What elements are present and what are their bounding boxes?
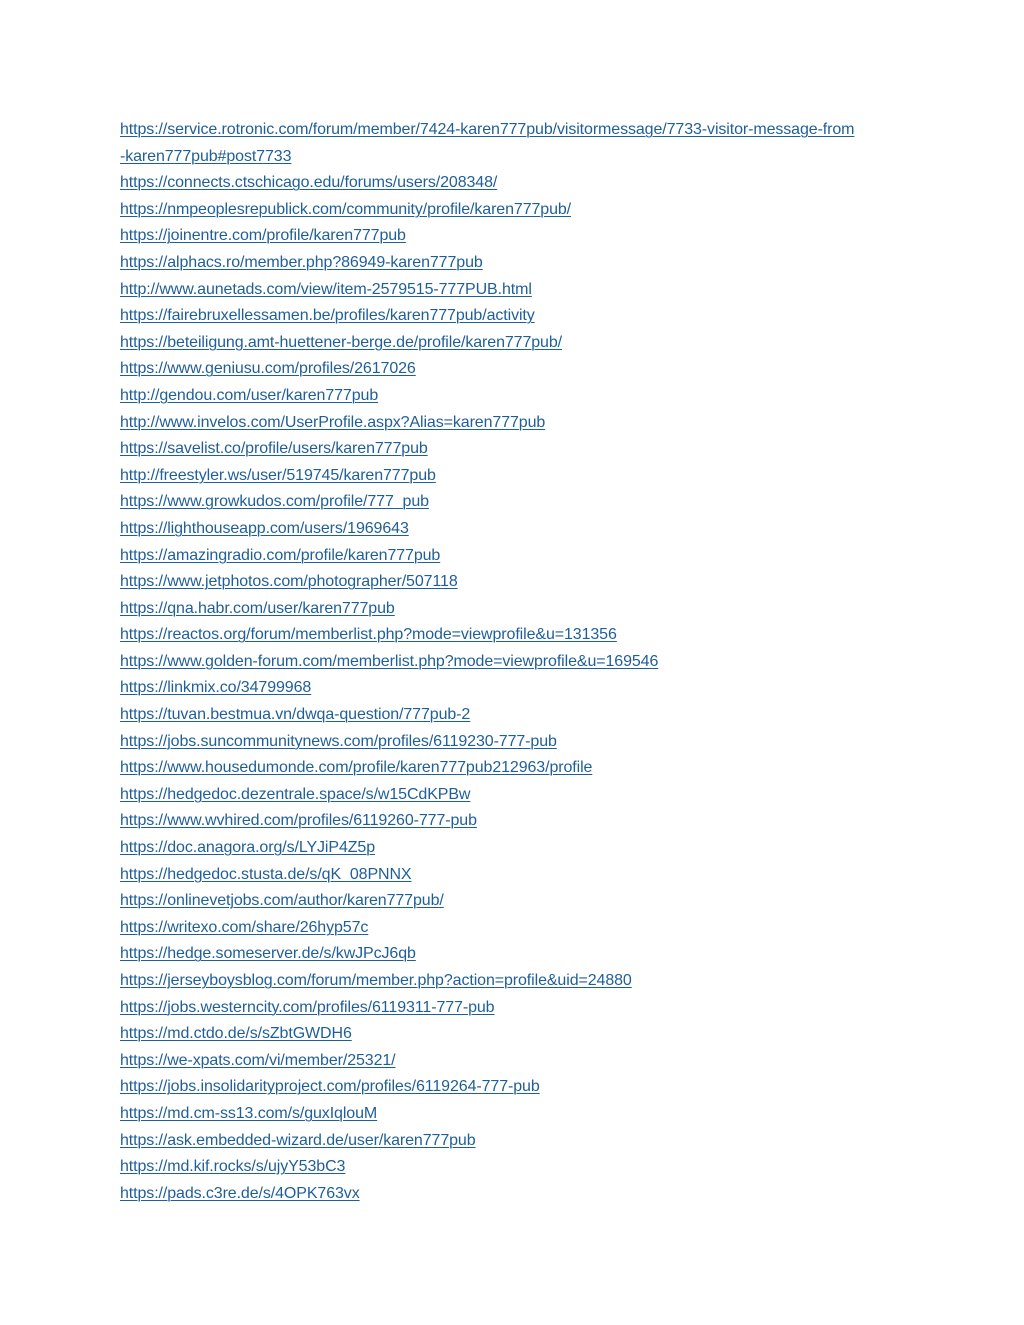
- link-item[interactable]: https://writexo.com/share/26hyp57c: [120, 918, 369, 936]
- link-item[interactable]: https://joinentre.com/profile/karen777pub: [120, 227, 406, 245]
- link-item[interactable]: https://md.kif.rocks/s/ujyY53bC3: [120, 1158, 346, 1176]
- link-item[interactable]: https://www.wvhired.com/profiles/6119260-777-pub: [120, 812, 477, 830]
- link-item[interactable]: https://beteiligung.amt-huettener-berge.de/profile/karen777pub/: [120, 333, 562, 351]
- link-item[interactable]: https://amazingradio.com/profile/karen777pub: [120, 546, 441, 564]
- link-item[interactable]: https://jobs.westerncity.com/profiles/6119311-777-pub: [120, 998, 495, 1016]
- link-item[interactable]: https://www.housedumonde.com/profile/karen777pub212963/profile: [120, 759, 593, 777]
- link-item[interactable]: https://www.golden-forum.com/memberlist.php?mode=viewprofile&u=169546: [120, 652, 659, 670]
- link-item[interactable]: https://www.growkudos.com/profile/777_pub: [120, 493, 429, 511]
- link-item[interactable]: https://hedgedoc.dezentrale.space/s/w15CdKPBw: [120, 785, 471, 803]
- link-item[interactable]: https://connects.ctschicago.edu/forums/users/208348/: [120, 174, 498, 192]
- link-item[interactable]: https://hedge.someserver.de/s/kwJPcJ6qb: [120, 945, 416, 963]
- link-item[interactable]: https://doc.anagora.org/s/LYJiP4Z5p: [120, 839, 376, 857]
- link-item[interactable]: https://savelist.co/profile/users/karen777pub: [120, 440, 428, 458]
- link-item[interactable]: https://pads.c3re.de/s/4OPK763vx: [120, 1184, 360, 1202]
- link-item[interactable]: http://gendou.com/user/karen777pub: [120, 386, 379, 404]
- link-item[interactable]: https://jobs.insolidarityproject.com/profiles/6119264-777-pub: [120, 1078, 540, 1096]
- link-item[interactable]: https://hedgedoc.stusta.de/s/qK_08PNNX: [120, 865, 412, 883]
- link-item[interactable]: https://onlinevetjobs.com/author/karen777pub/: [120, 892, 444, 910]
- link-item[interactable]: https://service.rotronic.com/forum/member/7424-karen777pub/visitormessage/7733-visitor-message-from -karen777pub#post7733: [120, 121, 855, 165]
- link-list: [120, 117, 910, 1207]
- link-item[interactable]: https://we-xpats.com/vi/member/25321/: [120, 1051, 396, 1069]
- link-item[interactable]: https://reactos.org/forum/memberlist.php?mode=viewprofile&u=131356: [120, 626, 617, 644]
- link-item[interactable]: https://md.cm-ss13.com/s/guxIqlouM: [120, 1104, 378, 1122]
- link-item[interactable]: https://linkmix.co/34799968: [120, 679, 312, 697]
- link-item[interactable]: https://www.jetphotos.com/photographer/507118: [120, 573, 458, 591]
- link-item[interactable]: http://freestyler.ws/user/519745/karen777pub: [120, 466, 436, 484]
- link-item[interactable]: http://www.aunetads.com/view/item-2579515-777PUB.html: [120, 280, 532, 298]
- link-item[interactable]: https://qna.habr.com/user/karen777pub: [120, 599, 395, 617]
- link-item[interactable]: https://lighthouseapp.com/users/1969643: [120, 519, 409, 537]
- link-item[interactable]: https://www.geniusu.com/profiles/2617026: [120, 360, 416, 378]
- link-item[interactable]: https://alphacs.ro/member.php?86949-karen777pub: [120, 253, 483, 271]
- link-item[interactable]: http://www.invelos.com/UserProfile.aspx?Alias=karen777pub: [120, 413, 546, 431]
- link-item[interactable]: https://jerseyboysblog.com/forum/member.php?action=profile&uid=24880: [120, 972, 632, 989]
- link-item[interactable]: https://ask.embedded-wizard.de/user/karen777pub: [120, 1131, 476, 1149]
- link-item[interactable]: https://md.ctdo.de/s/sZbtGWDH6: [120, 1025, 352, 1043]
- link-item[interactable]: https://jobs.suncommunitynews.com/profiles/6119230-777-pub: [120, 732, 557, 750]
- link-item[interactable]: https://tuvan.bestmua.vn/dwqa-question/777pub-2: [120, 706, 471, 724]
- link-item[interactable]: https://nmpeoplesrepublick.com/community/profile/karen777pub/: [120, 200, 572, 218]
- link-item[interactable]: https://fairebruxellessamen.be/profiles/karen777pub/activity: [120, 307, 535, 325]
